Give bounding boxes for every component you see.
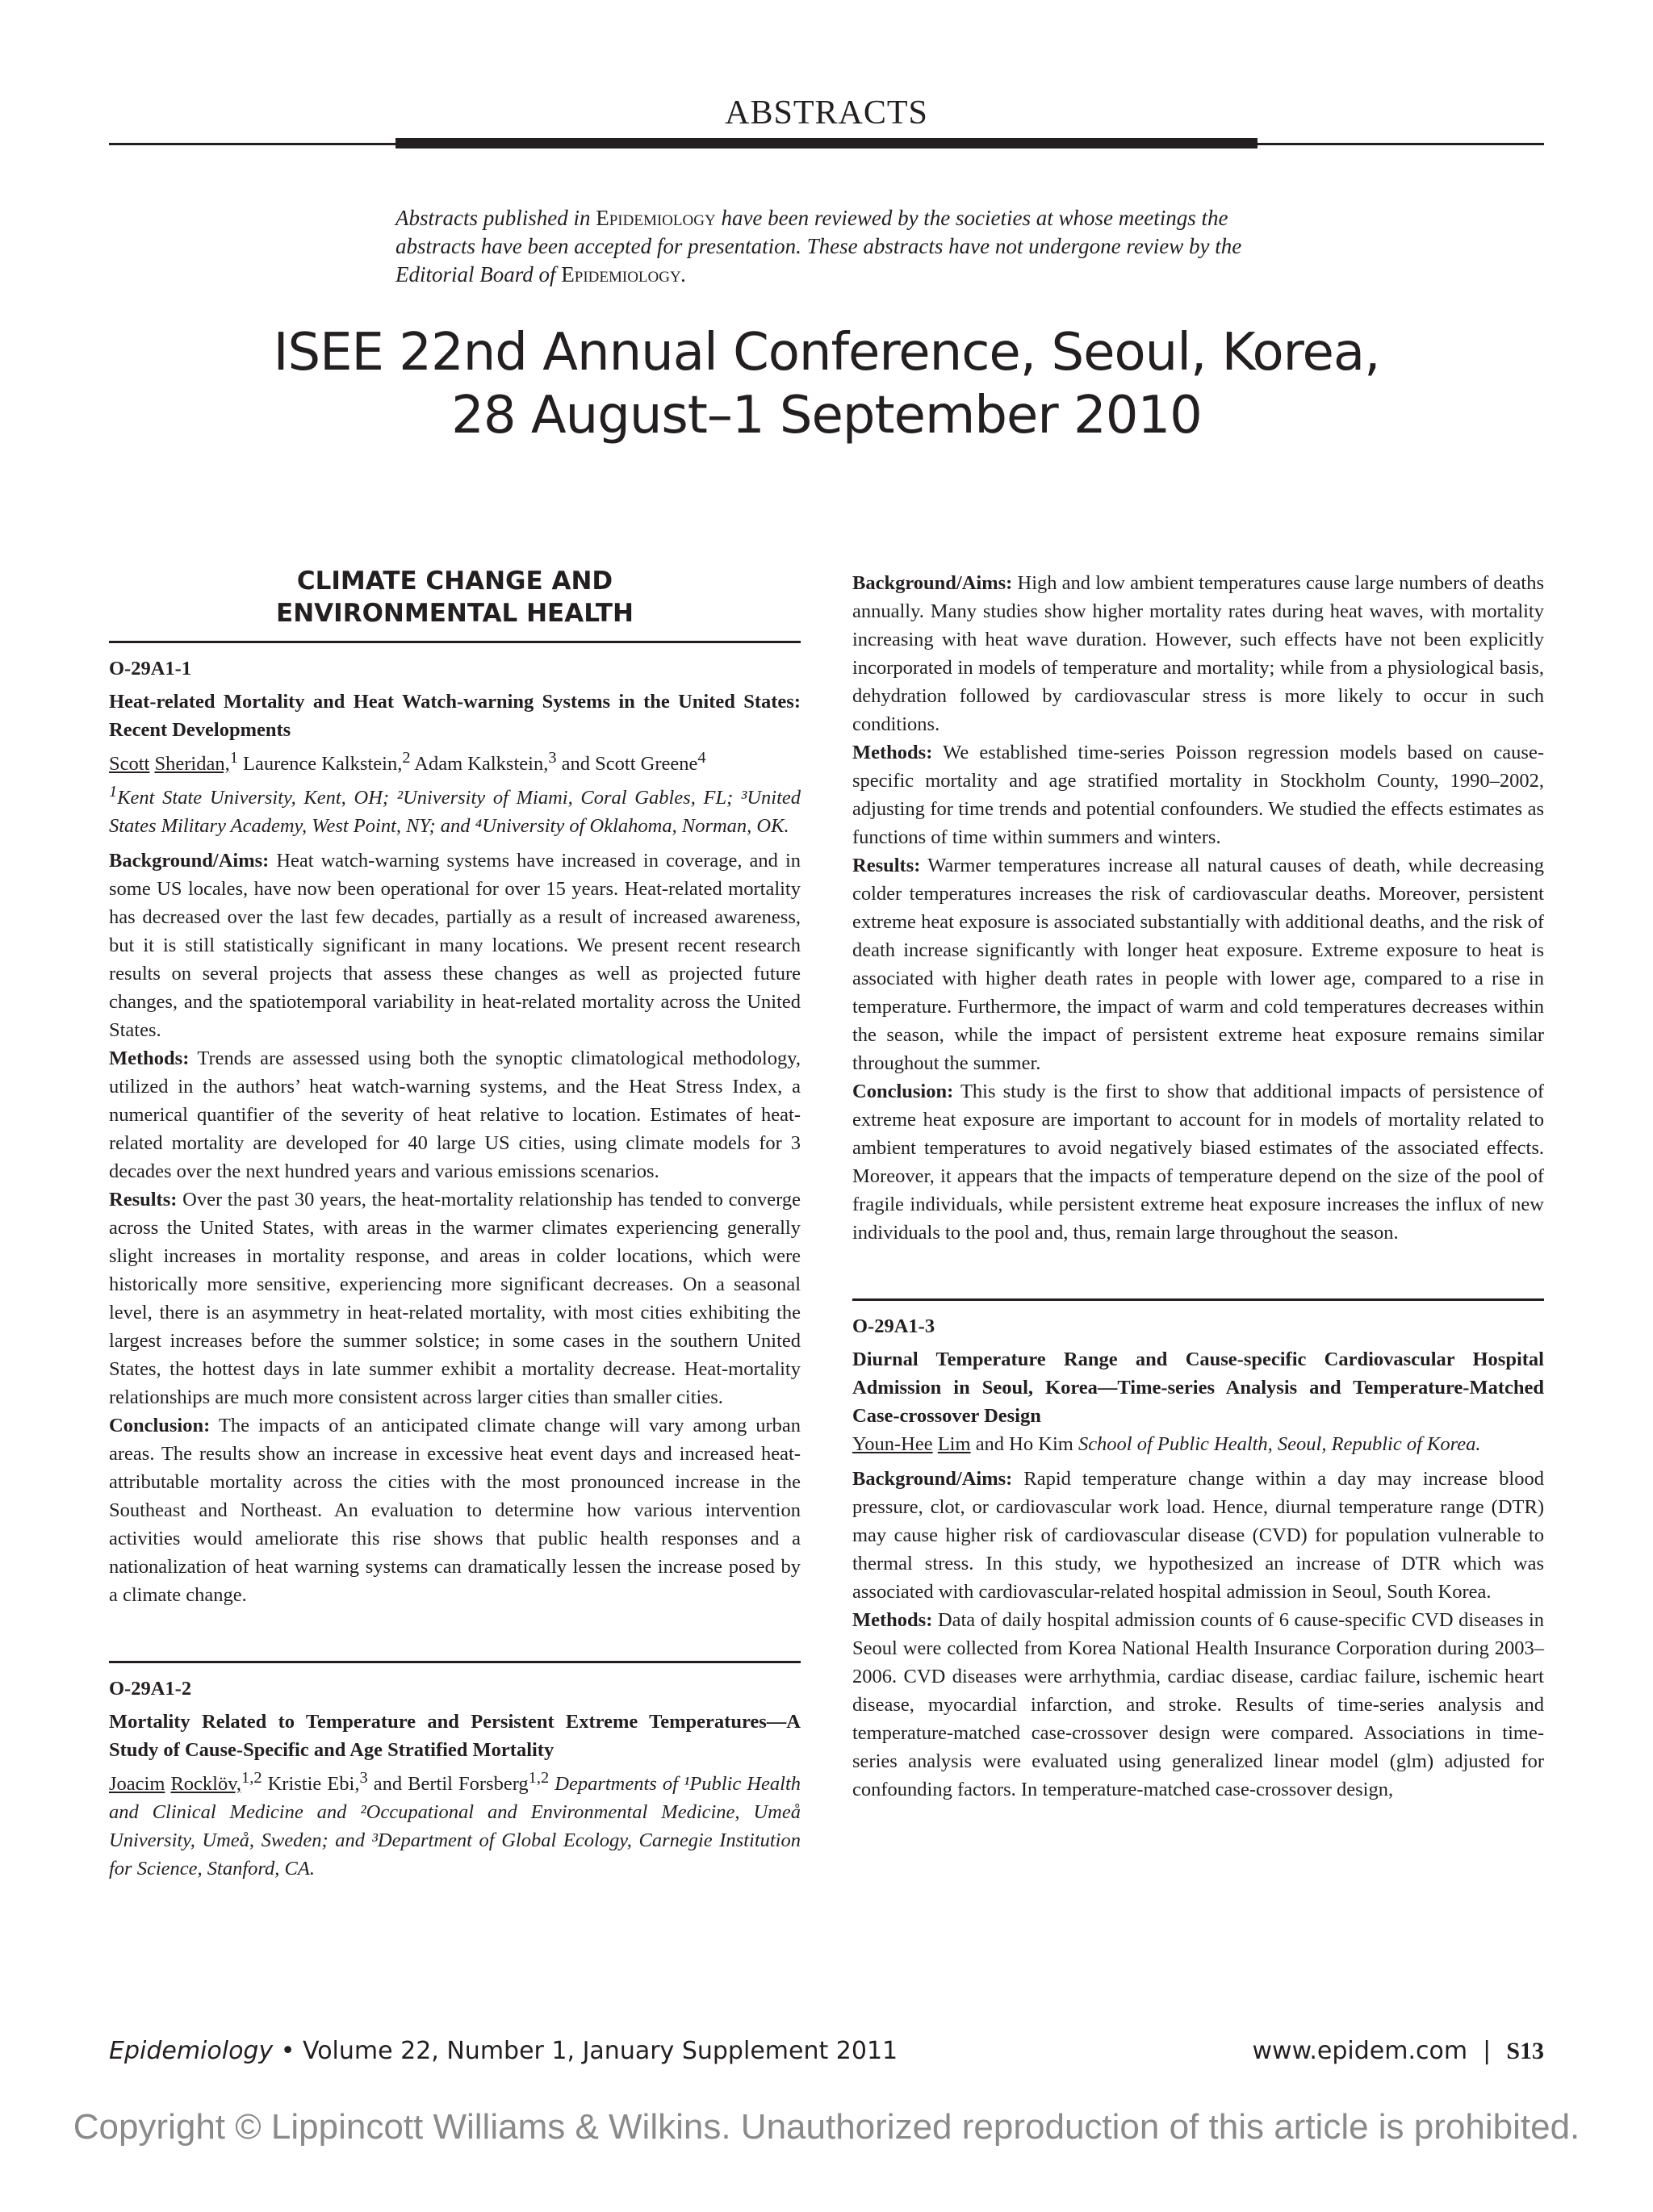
background-paragraph: Background/Aims: Rapid temperature change within a day may increase blood pressure, clot, or cardiovascular work load. Hence, diurnal temperature range (DTR) may cause higher risk of cardiovascular disease (CVD) for population vulnerable to thermal stress. In this study, we hypothesized an increase of DTR which was associated with cardiovascular-related hospital admission in Seoul, South Korea. — [852, 1468, 1544, 1603]
left-column — [109, 565, 801, 1883]
abstract-rule — [109, 1661, 801, 1663]
methods-paragraph: Methods: Data of daily hospital admission counts of 6 cause-specific CVD diseases in Seoul were collected from Korea National Health Insurance Corporation during 2003–2006. CVD diseases were arrhythmia, cardiac disease, cardiac failure, ischemic heart disease, myocardial infarction, and stroke. Results of time-series analysis and temperature-matched case-crossover design were compared. Associations in time-series analysis were evaluated using generalized linear model (glm) adjusted for confounding factors. In temperature-matched case-crossover design, — [852, 1609, 1545, 1800]
conclusion-paragraph: Conclusion: This study is the first to show that additional impacts of persistence of extreme heat exposure are important to account for in models of mortality related to ambient temperatures to avoid negatively biased estimates of the associated effects. Moreover, it appears that the impacts of temperature depend on the size of the pool of fragile individuals, while persistent extreme heat exposure increases the influx of new individuals to the pool and, thus, remain large throughout the season. — [852, 1081, 1544, 1244]
section-rule — [109, 641, 801, 643]
right-column — [852, 569, 1544, 1804]
methods-paragraph: Methods: Trends are assessed using both the synoptic climatological methodology, utilized in the authors’ heat watch-warning systems, and the Heat Stress Index, a numerical quantifier of the severity of heat relative to location. Estimates of heat-related mortality are developed for 40 large US cities, using climate models for 3 decades over the next hundred years and various emissions scenarios. — [109, 1047, 801, 1183]
abstract-title: Diurnal Temperature Range and Cause-specific Cardiovascular Hospital Admission in Seoul, Korea—Time-series Analysis and Temperature-Matched Case-crossover Design — [852, 1349, 1544, 1427]
page-number: S13 — [1506, 2038, 1544, 2064]
review-disclaimer: Abstracts published in Epidemiology have been reviewed by the societies at whose meetings the abstracts have been accepted for presentation. These abstracts have not undergone review by the Editorial Board of Epidemiology. — [395, 206, 1242, 286]
section-heading: CLIMATE CHANGE AND ENVIRONMENTAL HEALTH — [276, 567, 634, 628]
conclusion-paragraph: Conclusion: The impacts of an anticipated climate change will vary among urban areas. The results show an increase in excessive heat event days and increased heat-attributable mortality across the cities with the most pronounced increase in the Southeast and Northeast. An evaluation to determine how various intervention activities would ameliorate this rise shows that public health responses and a nationalization of heat warning systems can dramatically lessen the increase posed by a climate change. — [109, 1415, 801, 1607]
abstract-o-29a1-2-continued — [852, 569, 1544, 1247]
abstract-id: O-29A1-1 — [109, 658, 192, 679]
conference-title-line2: 28 August–1 September 2010 — [451, 386, 1202, 445]
abstract-o-29a1-3 — [852, 1312, 1544, 1804]
header-rule-thick — [395, 138, 1258, 148]
abstract-title: Mortality Related to Temperature and Persistent Extreme Temperatures—A Study of Cause-Specific and Age Stratified Mortality — [109, 1711, 801, 1762]
abstract-id: O-29A1-3 — [852, 1315, 935, 1337]
conference-title — [0, 321, 1653, 447]
abstract-rule — [852, 1298, 1544, 1301]
background-paragraph: Background/Aims: High and low ambient temperatures cause large numbers of deaths annually. Many studies show higher mortality rates during heat waves, with mortality increasing with heat wave duration. However, such effects have not been explicitly incorporated in models of temperature and mortality; while from a physiological basis, dehydration followed by cardiovascular stress is more likely to occur in such conditions. — [852, 572, 1544, 735]
abstract-id: O-29A1-2 — [109, 1678, 192, 1700]
abstract-authors: Youn-Hee Lim and Ho Kim School of Public Health, Seoul, Republic of Korea. — [852, 1433, 1481, 1455]
conference-title-line1: ISEE 22nd Annual Conference, Seoul, Korea, — [273, 323, 1380, 383]
running-header: ABSTRACTS — [725, 94, 928, 132]
footer-page-info — [1253, 2037, 1545, 2065]
journal-website: www.epidem.com | — [1252, 2037, 1507, 2065]
abstract-title: Heat-related Mortality and Heat Watch-warning Systems in the United States: Recent Developments — [109, 691, 801, 741]
abstract-o-29a1-1 — [109, 654, 801, 1609]
abstract-authors: Joacim Rocklöv,$^{1,2}$ Kristie Ebi,$^3$ and Bertil Forsberg$^{1,2}$ Departments of ¹Public Health and Clinical Medicine and ²Occupational and Environmental Medicine, Umeå University, Umeå, Sweden; and ³Department of Global Ecology, Carnegie Institution for Science, Stanford, CA. — [109, 1769, 801, 1880]
results-paragraph: Results: Warmer temperatures increase all natural causes of death, while decreasing colder temperatures increases the risk of cardiovascular deaths. Moreover, persistent extreme heat exposure is associated substantially with additional deaths, and the risk of death increase significantly with longer heat exposure. Extreme exposure to heat is associated with higher death rates in people with lower age, compared to a rise in temperature. Furthermore, the impact of warm and cold temperatures decreases within the season, while the impact of persistent extreme heat exposure remains similar throughout the summer. — [852, 855, 1544, 1074]
abstract-authors: Scott Sheridan,$^1$ Laurence Kalkstein,$^2$ Adam Kalkstein,$^3$ and Scott Greene$^4$ $^1$Kent State University, Kent, OH; ²University of Miami, Coral Gables, FL; ³United States Military Academy, West Point, NY; and ⁴University of Oklahoma, Norman, OK. — [109, 749, 801, 838]
background-paragraph: Background/Aims: Heat watch-warning systems have increased in coverage, and in some US locales, have now been operational for over 15 years. Heat-related mortality has decreased over the last few decades, partially as a result of increased awareness, but it is still statistically significant in many locations. We present recent research results on several projects that assess these changes as well as projected future changes, and the spatiotemporal variability in heat-related mortality across the United States. — [109, 850, 801, 1042]
results-paragraph: Results: Over the past 30 years, the heat-mortality relationship has tended to converge across the United States, with areas in the warmer climates experiencing generally slight increases in mortality response, and areas in colder locations, which were historically more sensitive, experiencing more significant decreases. On a seasonal level, there is an asymmetry in heat-related mortality, with most cities exhibiting the largest increases before the summer solstice; in some cases in the southern United States, the hottest days in late summer exhibit a mortality decrease. Heat-mortality relationships are much more consistent across larger cities than smaller cities. — [109, 1189, 801, 1409]
methods-paragraph: Methods: We established time-series Poisson regression models based on cause-specific mortality and age stratified mortality in Stockholm County, 1990–2002, adjusting for time trends and potential confounders. We studied the effects estimates as functions of time within summers and winters. — [852, 742, 1544, 848]
footer-journal-info: Epidemiology • Volume 22, Number 1, January Supplement 2011 — [109, 2037, 898, 2065]
copyright-notice: Copyright © Lippincott Williams & Wilkins. Unauthorized reproduction of this article is prohibited. — [73, 2107, 1580, 2147]
abstract-o-29a1-2 — [109, 1675, 801, 1883]
